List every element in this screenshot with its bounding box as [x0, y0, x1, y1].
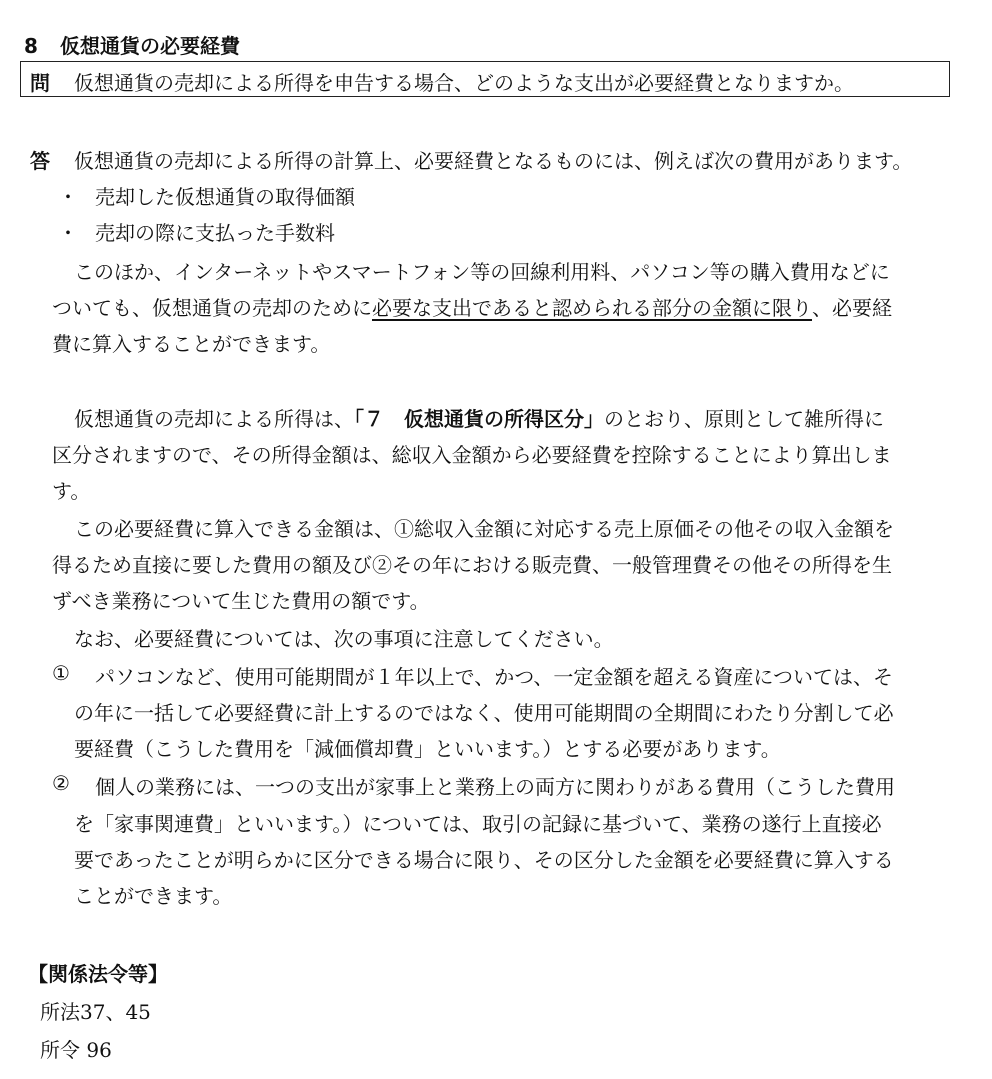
references-heading: 【関係法令等】 — [28, 962, 168, 986]
paragraph-line: 得るため直接に要した費用の額及び②その年における販売費、一般管理費その他その所得を生 — [52, 553, 892, 577]
underlined-text: 必要な支出であると認められる部分の金額に限り — [372, 296, 812, 320]
bullet-item: 売却した仮想通貨の取得価額 — [95, 185, 355, 209]
section-number: 8 — [24, 34, 38, 58]
note-line: の年に一括して必要経費に計上するのではなく、使用可能期間の全期間にわたり分割して必 — [74, 701, 894, 725]
text-span: のとおり、原則として雑所得に — [604, 407, 884, 431]
note-line: 個人の業務には、一つの支出が家事上と業務上の両方に関わりがある費用（こうした費用 — [95, 775, 895, 799]
question-mark: 問 — [30, 71, 50, 95]
section-heading — [24, 30, 240, 59]
paragraph-line: ずべき業務について生じた費用の額です。 — [52, 589, 430, 613]
note-line: ことができます。 — [74, 884, 233, 908]
question-text: 仮想通貨の売却による所得を申告する場合、どのような支出が必要経費となりますか。 — [74, 71, 854, 95]
note-line: を「家事関連費」といいます。）については、取引の記録に基づいて、業務の遂行上直接必 — [74, 812, 882, 836]
answer-intro: 仮想通貨の売却による所得の計算上、必要経費となるものには、例えば次の費用があります。 — [74, 149, 913, 173]
paragraph-line — [74, 403, 884, 432]
paragraph-line — [52, 292, 892, 321]
note-line: 要経費（こうした費用を「減価償却費」といいます。）とする必要があります。 — [74, 737, 781, 761]
reference-item: 所法37、45 — [40, 1000, 151, 1024]
answer-mark: 答 — [30, 149, 50, 173]
text-span: 、必要経 — [812, 296, 892, 320]
note-number: ② — [52, 771, 70, 795]
paragraph-line: す。 — [52, 479, 91, 503]
reference-item: 所令 96 — [40, 1038, 112, 1062]
paragraph-line: 費に算入することができます。 — [52, 332, 331, 356]
note-line: パソコンなど、使用可能期間が１年以上で、かつ、一定金額を超える資産については、そ — [95, 665, 893, 689]
paragraph-line: この必要経費に算入できる金額は、①総収入金額に対応する売上原価その他その収入金額を — [74, 517, 894, 541]
note-number: ① — [52, 661, 70, 685]
paragraph-line: このほか、インターネットやスマートフォン等の回線利用料、パソコン等の購入費用などに — [74, 260, 890, 284]
section-reference: 「７ 仮想通貨の所得区分」 — [354, 407, 604, 431]
bullet-item: 売却の際に支払った手数料 — [95, 221, 335, 245]
text-span: 仮想通貨の売却による所得は、 — [74, 407, 354, 431]
bullet-mark: ・ — [58, 185, 78, 209]
section-title: 仮想通貨の必要経費 — [60, 34, 240, 58]
paragraph-line: なお、必要経費については、次の事項に注意してください。 — [74, 627, 614, 651]
text-span: ついても、仮想通貨の売却のために — [52, 296, 372, 320]
bullet-mark: ・ — [58, 221, 78, 245]
paragraph-line: 区分されますので、その所得金額は、総収入金額から必要経費を控除することにより算出しま — [52, 443, 892, 467]
note-line: 要であったことが明らかに区分できる場合に限り、その区分した金額を必要経費に算入する — [74, 848, 894, 872]
